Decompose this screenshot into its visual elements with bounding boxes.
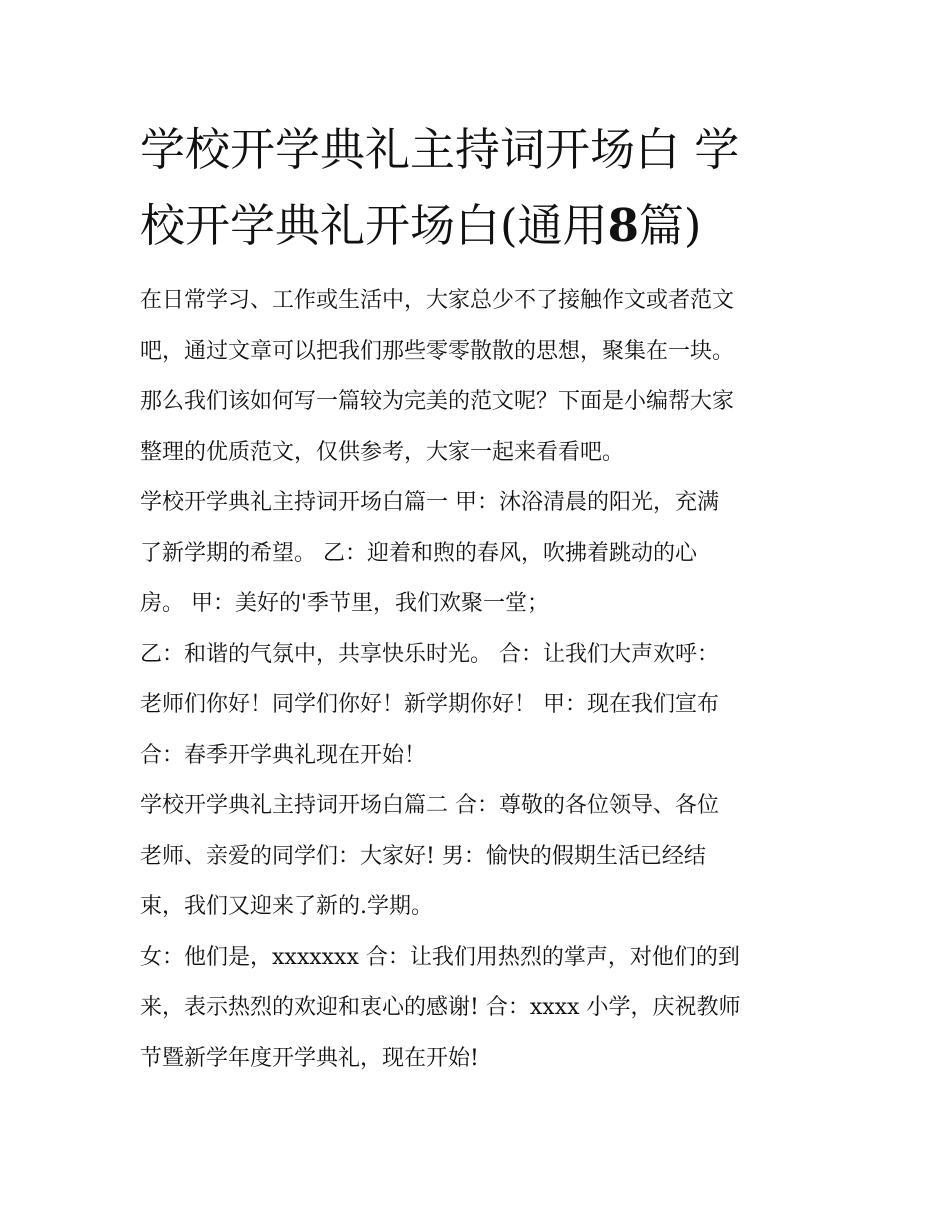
title-line: 学校开学典礼主持词开场白 学 <box>140 123 740 176</box>
text-line: 老师们你好！同学们你好！新学期你好！ 甲：现在我们宣布 <box>140 692 719 717</box>
section-two-continued-paragraph <box>140 933 820 1085</box>
text-line: 学校开学典礼主持词开场白篇二 合：尊敬的各位领导、各位 <box>140 793 719 818</box>
text-line: 来，表示热烈的欢迎和衷心的感谢! 合：xxxx 小学，庆祝教师 <box>140 995 741 1020</box>
document-title <box>140 112 820 264</box>
text-line: 节暨新学年度开学典礼，现在开始! <box>140 1045 479 1071</box>
text-line: 在日常学习、工作或生活中，大家总少不了接触作文或者范文 <box>140 288 735 313</box>
text-line: 那么我们该如何写一篇较为完美的范文呢？下面是小编帮大家 <box>140 389 735 414</box>
document-content <box>140 112 820 1084</box>
text-line: 整理的优质范文，仅供参考，大家一起来看看吧。 <box>140 439 625 465</box>
intro-paragraph <box>140 276 820 478</box>
text-line: 学校开学典礼主持词开场白篇一 甲：沐浴清晨的阳光，充满 <box>140 490 719 515</box>
text-line: 了新学期的希望。 乙：迎着和煦的春风，吹拂着跳动的心 <box>140 540 697 566</box>
text-line: 合：春季开学典礼现在开始！ <box>140 742 427 768</box>
text-line: 女：他们是，xxxxxxx 合：让我们用热烈的掌声，对他们的到 <box>140 944 740 970</box>
title-count-number: 8 <box>607 199 639 252</box>
text-line: 束，我们又迎来了新的.学期。 <box>140 894 433 919</box>
text-line: 乙：和谐的气氛中，共享快乐时光。 合：让我们大声欢呼： <box>140 641 719 667</box>
title-line: 校开学典礼开场白(通用8篇) <box>140 199 702 252</box>
document-body <box>140 276 820 1084</box>
section-two-paragraph <box>140 781 820 933</box>
section-one-continued-paragraph <box>140 630 820 782</box>
text-line: 吧，通过文章可以把我们那些零零散散的思想，聚集在一块。 <box>140 338 735 364</box>
section-one-paragraph <box>140 478 820 630</box>
text-line: 老师、亲爱的同学们：大家好! 男：愉快的假期生活已经结 <box>140 843 706 869</box>
text-line: 房。 甲：美好的'季节里，我们欢聚一堂； <box>140 591 550 616</box>
